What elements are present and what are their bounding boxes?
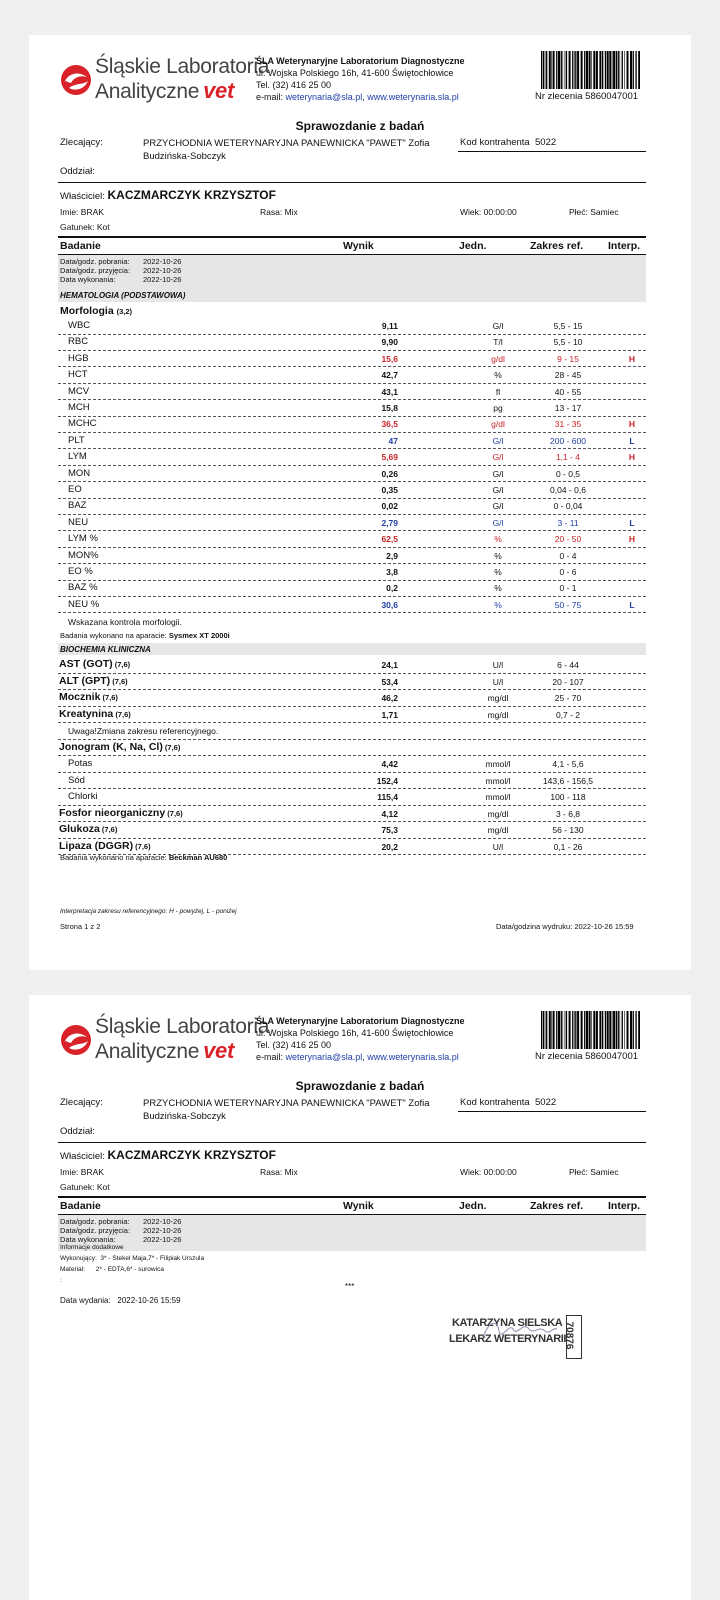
test-value: 2,79 [381,517,398,528]
stars-separator: *** [345,1282,355,1291]
test-range: 40 - 55 [554,386,582,397]
material: 2* - EDTA,6* - surowica [95,1266,164,1273]
test-name: Potas [68,758,93,769]
animal-age: Wiek: 00:00:00 [460,1167,517,1177]
test-name: Mocznik (7,6) [59,691,118,703]
test-value: 115,4 [377,792,398,802]
test-flag: H [628,534,636,545]
test-range: 9 - 15 [557,353,579,364]
test-name: WBC [68,320,91,331]
test-name: EO [68,484,82,495]
test-name: MON [68,467,91,479]
table-row [58,788,646,806]
test-unit: g/dl [491,419,505,430]
test-range: 5,5 - 10 [553,337,583,348]
test-codes: (7,6) [113,709,131,719]
test-range: 0 - 1 [559,583,577,594]
orderer-line1: PRZYCHODNIA WETERYNARYJNA PANEWNICKA "PAWET" Zofia [143,138,430,149]
logo-vet: vet [203,78,234,103]
test-name: HGB [68,352,89,364]
lab-name: ŚLA Weterynaryjne Laboratorium Diagnostyczne [256,56,465,66]
col-interp: Interp. [608,240,641,252]
table-row [58,481,646,499]
test-range: 4,1 - 5,6 [552,759,584,769]
contractor-code: 5022 [535,137,557,148]
lab-logo-icon [59,61,93,97]
test-unit: G/l [492,452,504,463]
performed-date: 2022-10-26 [143,275,182,284]
orderer-label: Zlecający: [60,137,103,148]
test-unit: % [494,534,502,545]
table-row [58,333,646,351]
test-range: 0 - 4 [559,550,577,561]
stamp-number: 70876 [563,1321,575,1350]
test-value: 5,69 [381,452,398,463]
order-value: 5860047001 [585,1051,639,1062]
test-range: 100 - 118 [550,792,586,802]
website-link[interactable]: www.weterynaria.sla.pl [367,1052,459,1062]
animal-sex: Płeć: Samiec [569,207,619,217]
email-label: e-mail: [256,92,284,102]
test-flag: H [628,353,636,364]
animal-breed: Rasa: Mix [260,207,298,217]
contractor-code: 5022 [535,1097,557,1108]
table-row [58,366,646,384]
test-name: EO % [68,566,93,577]
collected-date: 2022-10-26 [143,257,182,266]
test-range: 13 - 17 [554,403,582,413]
test-range: 0,04 - 0,6 [550,485,586,495]
table-row [58,350,646,368]
test-flag: L [629,599,635,610]
test-unit: % [494,567,502,577]
order-number [535,91,638,102]
lab-logo-icon [59,1021,93,1057]
test-codes: (7,6) [110,676,128,686]
table-row [58,755,646,773]
table-row [58,432,646,450]
logo-line1: Śląskie Laboratoria [95,1015,270,1038]
material-label: Materiał: [60,1266,85,1273]
test-value: 2,9 [386,550,398,561]
test-unit: G/l [492,485,504,495]
barcode-icon [540,51,640,89]
report-page-2 [29,995,691,1600]
table-row [58,596,646,614]
lab-name: ŚLA Weterynaryjne Laboratorium Diagnostyczne [256,1016,465,1026]
interp-note: Interpretacja zakresu referencyjnego: H - powyżej, L - poniżej [60,908,237,915]
test-range: 5,5 - 15 [553,321,583,331]
table-row [58,579,646,597]
test-name: ALT (GPT) (7,6) [59,674,128,687]
test-unit: T/l [493,337,503,348]
test-codes: (7,6) [112,660,131,669]
table-row [58,514,646,532]
department-label: Oddział: [60,1126,95,1137]
test-range: 0 - 6 [559,567,577,577]
test-range: 6 - 44 [557,660,579,670]
orderer-line2: Budzińska-Sobczyk [143,151,226,162]
col-test: Badanie [60,240,101,252]
test-range: 20 - 50 [554,534,582,545]
test-range: 56 - 130 [552,825,584,835]
test-value: 4,42 [381,759,398,769]
col-unit: Jedn. [459,1200,487,1212]
department-label: Oddział: [60,166,95,177]
order-label: Nr zlecenia [535,91,583,102]
test-value: 20,2 [381,841,398,852]
test-codes: (7,6) [100,693,118,702]
table-row [58,497,646,515]
table-row [58,399,646,417]
stamp-line1: KATARZYNA SIELSKA [452,1317,563,1329]
section-biochemistry: BIOCHEMIA KLINICZNA [60,645,151,654]
test-unit: U/l [492,660,504,670]
page-number: Strona 1 z 2 [60,922,101,931]
section-hematology: HEMATOLOGIA (PODSTAWOWA) [60,291,186,300]
test-unit: U/l [492,676,504,687]
hema-device-label: Badania wykonano na aparacie: [60,631,167,640]
table-row [58,383,646,401]
test-value: 152,4 [376,775,398,786]
table-row [58,656,646,674]
lab-info: ŚLA Weterynaryjne Laboratorium Diagnostyczne ul. Wojska Polskiego 16h, 41-600 Świętochłowice Tel. (32) 416 25 00 e-mail: weterynaria@sla.pl, www.weterynaria.sla.pl [256,1016,465,1062]
test-name: RBC [68,336,89,348]
test-value: 9,90 [381,337,398,348]
test-flag: L [629,517,635,528]
test-name: Chlorki [68,791,98,802]
test-range: 31 - 35 [554,419,582,430]
test-flag: H [628,419,636,430]
order-value: 5860047001 [585,91,639,102]
col-result: Wynik [343,1200,374,1212]
bio-device: Beckman AU680 [168,853,228,862]
test-unit: G/l [492,517,504,528]
collected-label: Data/godz. pobrania: [60,1217,130,1226]
test-value: 15,8 [381,403,398,413]
test-unit: pg [493,403,503,413]
owner-label: Właściciel: [60,191,105,202]
received-label: Data/godz. przyjęcia: [60,1226,131,1235]
test-value: 0,02 [381,501,398,512]
issue-date: 2022-10-26 15:59 [117,1296,181,1305]
test-range: 0 - 0,04 [553,501,583,512]
group-morfologia: Morfologia [60,305,114,317]
logo-line2: Analityczne [95,80,200,103]
test-name: AST (GOT) (7,6) [59,658,131,670]
test-value: 47 [388,435,398,446]
owner-name: KACZMARCZYK KRZYSZTOF [107,188,276,202]
animal-sex: Płeć: Samiec [569,1167,619,1177]
issue-label: Data wydania: [60,1296,111,1305]
test-value: 46,2 [381,693,398,703]
test-name: LYM [68,451,87,463]
test-codes: (7,6) [162,742,181,752]
colon-mark: : [60,1277,62,1284]
test-unit: % [494,370,502,381]
contractor-label: Kod kontrahenta [460,1097,530,1108]
print-date: 2022-10-26 15:59 [574,922,634,931]
report-title: Sprawozdanie z badań [295,119,425,133]
test-value: 43,1 [381,386,398,397]
test-name: HCT [68,369,88,381]
hema-device: Sysmex XT 2000i [168,631,230,640]
test-unit: % [494,599,502,610]
hematology-note: Wskazana kontrola morfologii. [68,617,182,627]
test-name: PLT [68,434,85,446]
table-row [58,415,646,433]
test-value: 0,26 [381,468,398,479]
test-range: 50 - 75 [554,599,582,610]
owner-name: KACZMARCZYK KRZYSZTOF [107,1148,276,1162]
table-row [58,689,646,707]
group-codes: (3,2) [116,307,133,316]
test-value: 24,1 [381,660,398,670]
test-name: Glukoza (7,6) [59,823,118,835]
test-unit: mg/dl [487,709,509,720]
test-range: 143,6 - 156,5 [542,775,594,786]
test-codes: (7,6) [99,825,118,834]
test-value: 75,3 [381,825,398,835]
test-value: 15,6 [381,353,398,364]
owner-label: Właściciel: [60,1151,105,1162]
lab-phone: Tel. (32) 416 25 00 [256,1040,332,1050]
test-unit: G/l [492,468,504,479]
test-value: 3,8 [386,567,398,577]
animal-age: Wiek: 00:00:00 [460,207,517,217]
test-unit: U/l [492,841,504,852]
test-name: BAZ [68,500,87,512]
contractor-label: Kod kontrahenta [460,137,530,148]
animal-species: Gatunek: Kot [60,222,110,232]
received-date: 2022-10-26 [143,1226,182,1235]
test-unit: G/l [492,501,504,512]
collected-label: Data/godz. pobrania: [60,257,130,266]
test-unit: mmol/l [485,792,511,802]
col-interp: Interp. [608,1200,641,1212]
logo-line1: Śląskie Laboratoria [95,55,270,78]
report-title: Sprawozdanie z badań [295,1079,425,1093]
signature-icon [479,1315,559,1345]
test-name: Fosfor nieorganiczny (7,6) [59,806,183,819]
order-label: Nr zlecenia [535,1051,583,1062]
orderer-label: Zlecający: [60,1097,103,1108]
animal-species: Gatunek: Kot [60,1182,110,1192]
test-value: 30,6 [381,599,398,610]
test-name: MCH [68,402,90,413]
table-row [58,706,646,724]
extra-info-label: Informacje dodatkowe [60,1244,124,1251]
test-name: BAZ % [68,582,98,594]
collected-date: 2022-10-26 [143,1217,182,1226]
test-unit: % [494,550,502,561]
website-link[interactable]: www.weterynaria.sla.pl [367,92,459,102]
test-unit: mg/dl [487,825,509,835]
lab-phone: Tel. (32) 416 25 00 [256,80,332,90]
test-range: 28 - 45 [554,370,582,381]
vet-stamp [449,1313,589,1373]
lab-info: ŚLA Weterynaryjne Laboratorium Diagnostyczne ul. Wojska Polskiego 16h, 41-600 Świętochłowice Tel. (32) 416 25 00 e-mail: weterynaria@sla.pl, www.weterynaria.sla.pl [256,56,465,102]
performed-label: Data wykonania: [60,1235,116,1244]
logo-vet: vet [203,1038,234,1063]
test-range: 0 - 0,5 [555,468,581,479]
test-unit: g/dl [491,353,505,364]
test-value: 9,11 [381,321,398,331]
test-name: Uwaga!Zmiana zakresu referencyjnego. [68,726,219,736]
test-unit: mmol/l [485,775,511,786]
table-row [58,530,646,548]
test-unit: mmol/l [485,759,511,769]
test-value: 4,12 [381,808,398,819]
table-row [58,821,646,839]
table-row [58,673,646,691]
table-row [58,563,646,581]
col-result: Wynik [343,240,374,252]
stamp-line2: LEKARZ WETERYNARII [449,1333,567,1345]
performers-label: Wykonujący: [60,1255,97,1262]
test-name: MCHC [68,418,97,430]
test-value: 42,7 [381,370,398,381]
test-range: 3 - 11 [557,517,579,528]
test-name: Lipaza (DGGR) (7,6) [59,839,151,852]
table-row [58,805,646,823]
table-row [58,465,646,483]
test-value: 62,5 [381,534,398,545]
animal-breed: Rasa: Mix [260,1167,298,1177]
test-unit: G/l [492,435,504,446]
received-date: 2022-10-26 [143,266,182,275]
animal-name: Imie: BRAK [60,207,104,217]
test-value: 53,4 [381,676,398,687]
test-name: Kreatynina (7,6) [59,707,131,720]
test-flag: H [628,452,636,463]
email-link[interactable]: weterynaria@sla.pl [285,92,363,102]
table-row [58,448,646,466]
test-value: 0,35 [381,485,398,495]
table-row [58,772,646,790]
test-value: 0,2 [386,583,398,594]
col-range: Zakres ref. [530,240,584,252]
barcode-icon [540,1011,640,1049]
table-row [58,547,646,565]
test-range: 3 - 6,8 [555,808,581,819]
test-name: Sód [68,774,85,786]
test-name: MON% [68,549,99,561]
email-label: e-mail: [256,1052,284,1062]
orderer-line2: Budzińska-Sobczyk [143,1111,226,1122]
test-codes: (7,6) [165,808,183,818]
table-row [58,722,646,740]
test-name: MCV [68,385,90,397]
test-range: 0,7 - 2 [555,709,581,720]
test-range: 200 - 600 [550,435,586,446]
test-unit: mg/dl [487,693,509,703]
test-name: NEU [68,516,89,528]
test-range: 25 - 70 [554,693,582,703]
table-row [58,739,646,757]
test-value: 36,5 [381,419,398,430]
test-name: Jonogram (K, Na, Cl) (7,6) [59,740,181,753]
received-label: Data/godz. przyjęcia: [60,266,131,275]
print-label: Data/godzina wydruku: [496,922,573,931]
test-unit: fl [495,386,501,397]
test-codes: (7,6) [133,841,151,851]
lab-address: ul. Wojska Polskiego 16h, 41-600 Świętochłowice [256,1028,454,1038]
email-link[interactable]: weterynaria@sla.pl [285,1052,363,1062]
test-name: NEU % [68,598,100,610]
col-unit: Jedn. [459,240,487,252]
test-unit: % [494,583,502,594]
test-range: 1,1 - 4 [555,452,581,463]
test-range: 20 - 107 [552,676,584,687]
lab-address: ul. Wojska Polskiego 16h, 41-600 Świętochłowice [256,68,454,78]
bio-device-label: Badania wykonano na aparacie: [60,853,167,862]
test-flag: L [629,435,635,446]
performed-date: 2022-10-26 [143,1235,182,1244]
test-unit: mg/dl [487,808,509,819]
test-range: 0,1 - 26 [553,841,583,852]
orderer-line1: PRZYCHODNIA WETERYNARYJNA PANEWNICKA "PAWET" Zofia [143,1098,430,1109]
table-row [58,317,646,335]
order-number [535,1051,638,1062]
col-test: Badanie [60,1200,101,1212]
animal-name: Imie: BRAK [60,1167,104,1177]
performed-label: Data wykonania: [60,275,116,284]
report-page-1 [29,35,691,970]
test-name: LYM % [68,533,98,545]
test-unit: G/l [492,321,504,331]
test-value: 1,71 [381,709,398,720]
logo-line2: Analityczne [95,1040,200,1063]
col-range: Zakres ref. [530,1200,584,1212]
performers: 3* - Stekel Maja,7* - Filipiak Urszula [100,1255,205,1262]
